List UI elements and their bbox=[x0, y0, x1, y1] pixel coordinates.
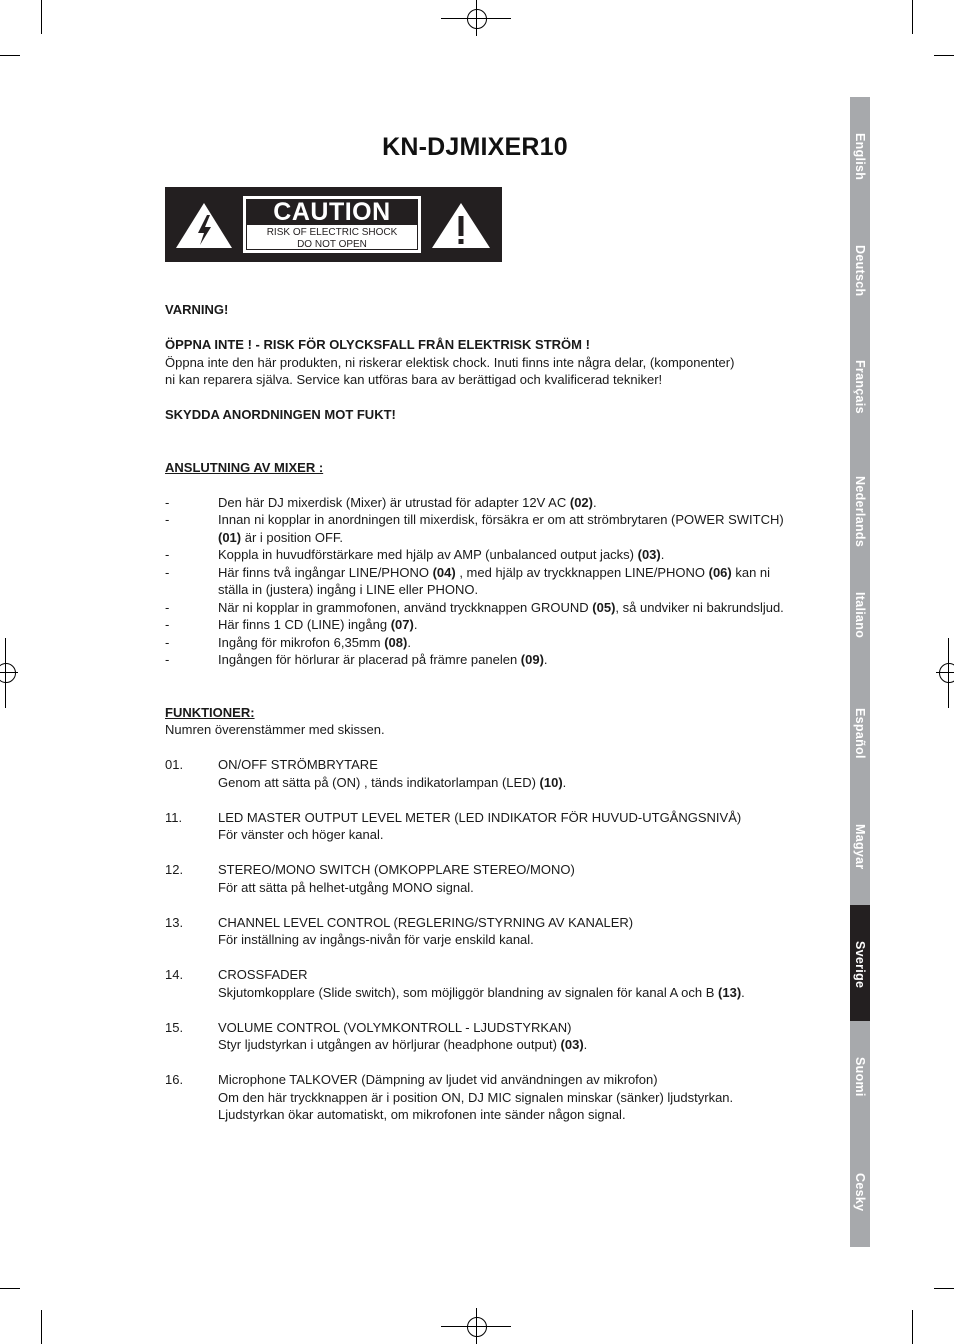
function-number: 01. bbox=[165, 757, 184, 772]
language-tab-label: Suomi bbox=[853, 1057, 867, 1097]
function-number: 15. bbox=[165, 1019, 184, 1035]
list-dash: - bbox=[165, 617, 170, 632]
crop-mark bbox=[0, 1288, 20, 1289]
list-item bbox=[165, 599, 785, 617]
function-title: CHANNEL LEVEL CONTROL (REGLERING/STYRNING AV KANALER) bbox=[218, 914, 634, 930]
caution-line-1: RISK OF ELECTRIC SHOCK bbox=[266, 227, 398, 238]
function-desc: Styr ljudstyrkan i utgången av hörljurar (headphone output) bbox=[218, 1037, 561, 1052]
part-ref: (03) bbox=[637, 547, 661, 562]
electric-shock-warning-icon bbox=[174, 201, 234, 250]
function-item bbox=[165, 914, 785, 949]
function-desc: Om den här tryckknappen är i position ON, DJ MIC signalen minskar (sänker) ljudstyrkan. bbox=[218, 1089, 734, 1105]
list-text: är i position OFF. bbox=[241, 529, 343, 545]
function-item bbox=[165, 809, 785, 844]
list-text: Koppla in huvudförstärkare med hjälp av AMP (unbalanced output jacks) bbox=[218, 547, 638, 562]
function-item bbox=[165, 861, 785, 896]
part-ref: (08) bbox=[384, 634, 408, 650]
functions-heading: FUNKTIONER: bbox=[165, 704, 255, 720]
danger-text-line: Öppna inte den här produkten, ni riskerar elektisk chock. Inuti finns inte några delar, (komponenter) bbox=[165, 354, 735, 370]
crop-mark bbox=[934, 1288, 954, 1289]
part-ref: (04) bbox=[432, 564, 456, 580]
functions-list bbox=[165, 756, 785, 1124]
function-item bbox=[165, 756, 785, 791]
danger-heading: ÖPPNA INTE ! - RISK FÖR OLYCKSFALL FRÅN ELEKTRISK STRÖM ! bbox=[165, 337, 590, 352]
function-desc: Skjutomkopplare (Slide switch), som möjliggör blandning av signalen för kanal A och B bbox=[218, 984, 719, 1000]
function-number: 14. bbox=[165, 967, 184, 982]
function-title: STEREO/MONO SWITCH (OMKOPPLARE STEREO/MONO) bbox=[218, 862, 575, 877]
language-tab-label: Français bbox=[853, 360, 867, 414]
part-ref: (02) bbox=[569, 494, 593, 510]
list-text: Här finns två ingångar LINE/PHONO bbox=[218, 564, 433, 580]
language-tab-label: Español bbox=[853, 708, 867, 759]
list-text: , med hjälp av tryckknappen LINE/PHONO bbox=[455, 564, 709, 580]
registration-mark bbox=[467, 9, 487, 29]
language-tab-label: Nederlands bbox=[853, 476, 867, 548]
registration-mark bbox=[939, 663, 954, 683]
list-text: . bbox=[413, 617, 418, 632]
list-text: , så undviker ni bakrundsljud. bbox=[615, 599, 784, 615]
language-tab-label: Deutsch bbox=[853, 245, 867, 297]
list-text: Ingången för hörlurar är placerad på främre panelen bbox=[218, 652, 521, 667]
language-tab-label: Cesky bbox=[853, 1173, 867, 1212]
list-text: . bbox=[543, 652, 548, 667]
connection-heading: ANSLUTNING AV MIXER : bbox=[165, 459, 324, 475]
function-title: Microphone TALKOVER (Dämpning av ljudet vid användningen av mikrofon) bbox=[218, 1072, 658, 1087]
list-item bbox=[165, 616, 785, 634]
function-title: ON/OFF STRÖMBRYTARE bbox=[218, 757, 378, 772]
crop-mark bbox=[912, 1310, 913, 1344]
language-tab-magyar[interactable] bbox=[850, 788, 870, 905]
list-item bbox=[165, 651, 785, 669]
language-tab-label: Magyar bbox=[853, 824, 867, 870]
warning-heading: VARNING! bbox=[165, 302, 229, 317]
function-number: 12. bbox=[165, 862, 184, 877]
list-item bbox=[165, 634, 785, 652]
list-dash: - bbox=[165, 547, 170, 562]
list-dash: - bbox=[165, 512, 170, 527]
language-tab-suomi[interactable] bbox=[850, 1021, 870, 1137]
function-number: 16. bbox=[165, 1072, 184, 1087]
list-text: kan ni ställa in (justera) ingång i LINE eller PHONO. bbox=[218, 564, 771, 597]
language-tab-label: Italiano bbox=[853, 592, 867, 639]
list-dash: - bbox=[165, 564, 170, 580]
list-dash: - bbox=[165, 652, 170, 667]
exclamation-warning-icon bbox=[430, 201, 492, 250]
crop-mark bbox=[0, 55, 20, 56]
function-number: 13. bbox=[165, 914, 184, 930]
language-tab-francais[interactable] bbox=[850, 324, 870, 440]
list-dash: - bbox=[165, 494, 170, 510]
page-title: KN-DJMIXER10 bbox=[382, 133, 568, 161]
function-desc: För inställning av ingångs-nivån för varje enskild kanal. bbox=[218, 932, 534, 947]
list-text: Ingång för mikrofon 6,35mm bbox=[218, 634, 385, 650]
crop-mark bbox=[41, 0, 42, 34]
list-dash: - bbox=[165, 634, 170, 650]
language-tab-english[interactable] bbox=[850, 97, 870, 209]
registration-mark bbox=[0, 663, 16, 683]
part-ref: (09) bbox=[520, 652, 544, 667]
part-ref: (13) bbox=[718, 984, 742, 1000]
caution-label bbox=[165, 187, 502, 262]
language-tab-espanol[interactable] bbox=[850, 672, 870, 788]
list-text: Den här DJ mixerdisk (Mixer) är utrustad för adapter 12V AC bbox=[218, 494, 570, 510]
function-desc: Ljudstyrkan ökar automatiskt, om mikrofonen inte sänder någon signal. bbox=[218, 1107, 626, 1122]
function-desc: . bbox=[741, 984, 745, 1000]
language-tab-label: English bbox=[853, 133, 867, 181]
list-text: Innan ni kopplar in anordningen till mixerdisk, försäkra er om att strömbrytaren (POWER SWITCH) bbox=[218, 512, 784, 527]
list-item bbox=[165, 564, 785, 599]
function-item bbox=[165, 1019, 785, 1054]
language-tab-sverige[interactable] bbox=[850, 905, 870, 1021]
language-tab-nederlands[interactable] bbox=[850, 440, 870, 556]
language-tab-cesky[interactable] bbox=[850, 1137, 870, 1247]
function-desc: För vänster och höger kanal. bbox=[218, 827, 384, 842]
part-ref: (03) bbox=[560, 1037, 584, 1052]
part-ref: (10) bbox=[539, 774, 563, 790]
language-tab-label: Sverige bbox=[853, 941, 867, 989]
moisture-heading: SKYDDA ANORDNINGEN MOT FUKT! bbox=[165, 407, 396, 422]
function-item bbox=[165, 1071, 785, 1124]
caution-word: CAUTION bbox=[246, 199, 418, 225]
functions-intro: Numren överenstämmer med skissen. bbox=[165, 722, 385, 737]
function-desc: Genom att sätta på (ON) , tänds indikatorlampan (LED) bbox=[218, 774, 540, 790]
part-ref: (07) bbox=[390, 617, 414, 632]
part-ref: (06) bbox=[708, 564, 732, 580]
function-item bbox=[165, 966, 785, 1001]
function-desc: . bbox=[562, 774, 567, 790]
function-desc: För att sätta på helhet-utgång MONO signal. bbox=[218, 879, 474, 895]
list-text: Här finns 1 CD (LINE) ingång bbox=[218, 617, 391, 632]
function-number: 11. bbox=[165, 809, 183, 825]
language-tab-italiano[interactable] bbox=[850, 556, 870, 672]
list-text: . bbox=[407, 634, 411, 650]
list-item bbox=[165, 546, 785, 564]
list-text: . bbox=[592, 494, 597, 510]
list-text: . bbox=[660, 547, 665, 562]
danger-text-line: ni kan reparera själva. Service kan utföras bara av berättigad och kvalificerad tekniker! bbox=[165, 372, 663, 387]
list-item bbox=[165, 494, 785, 512]
function-title: LED MASTER OUTPUT LEVEL METER (LED INDIKATOR FÖR HUVUD-UTGÅNGSNIVÅ) bbox=[218, 809, 742, 825]
part-ref: (01) bbox=[218, 529, 242, 545]
list-item bbox=[165, 511, 785, 546]
registration-mark bbox=[467, 1317, 487, 1337]
caution-line-2: DO NOT OPEN bbox=[297, 239, 367, 250]
crop-mark bbox=[912, 0, 913, 34]
connection-list bbox=[165, 494, 785, 669]
crop-mark bbox=[41, 1310, 42, 1344]
manual-body bbox=[165, 301, 785, 1124]
language-tab-deutsch[interactable] bbox=[850, 209, 870, 324]
list-dash: - bbox=[165, 599, 170, 615]
part-ref: (05) bbox=[592, 599, 616, 615]
crop-mark bbox=[934, 55, 954, 56]
function-title: VOLUME CONTROL (VOLYMKONTROLL - LJUDSTYRKAN) bbox=[218, 1019, 572, 1035]
function-title: CROSSFADER bbox=[218, 967, 308, 982]
function-desc: . bbox=[583, 1037, 588, 1052]
list-text: När ni kopplar in grammofonen, använd tryckknappen GROUND bbox=[218, 599, 593, 615]
